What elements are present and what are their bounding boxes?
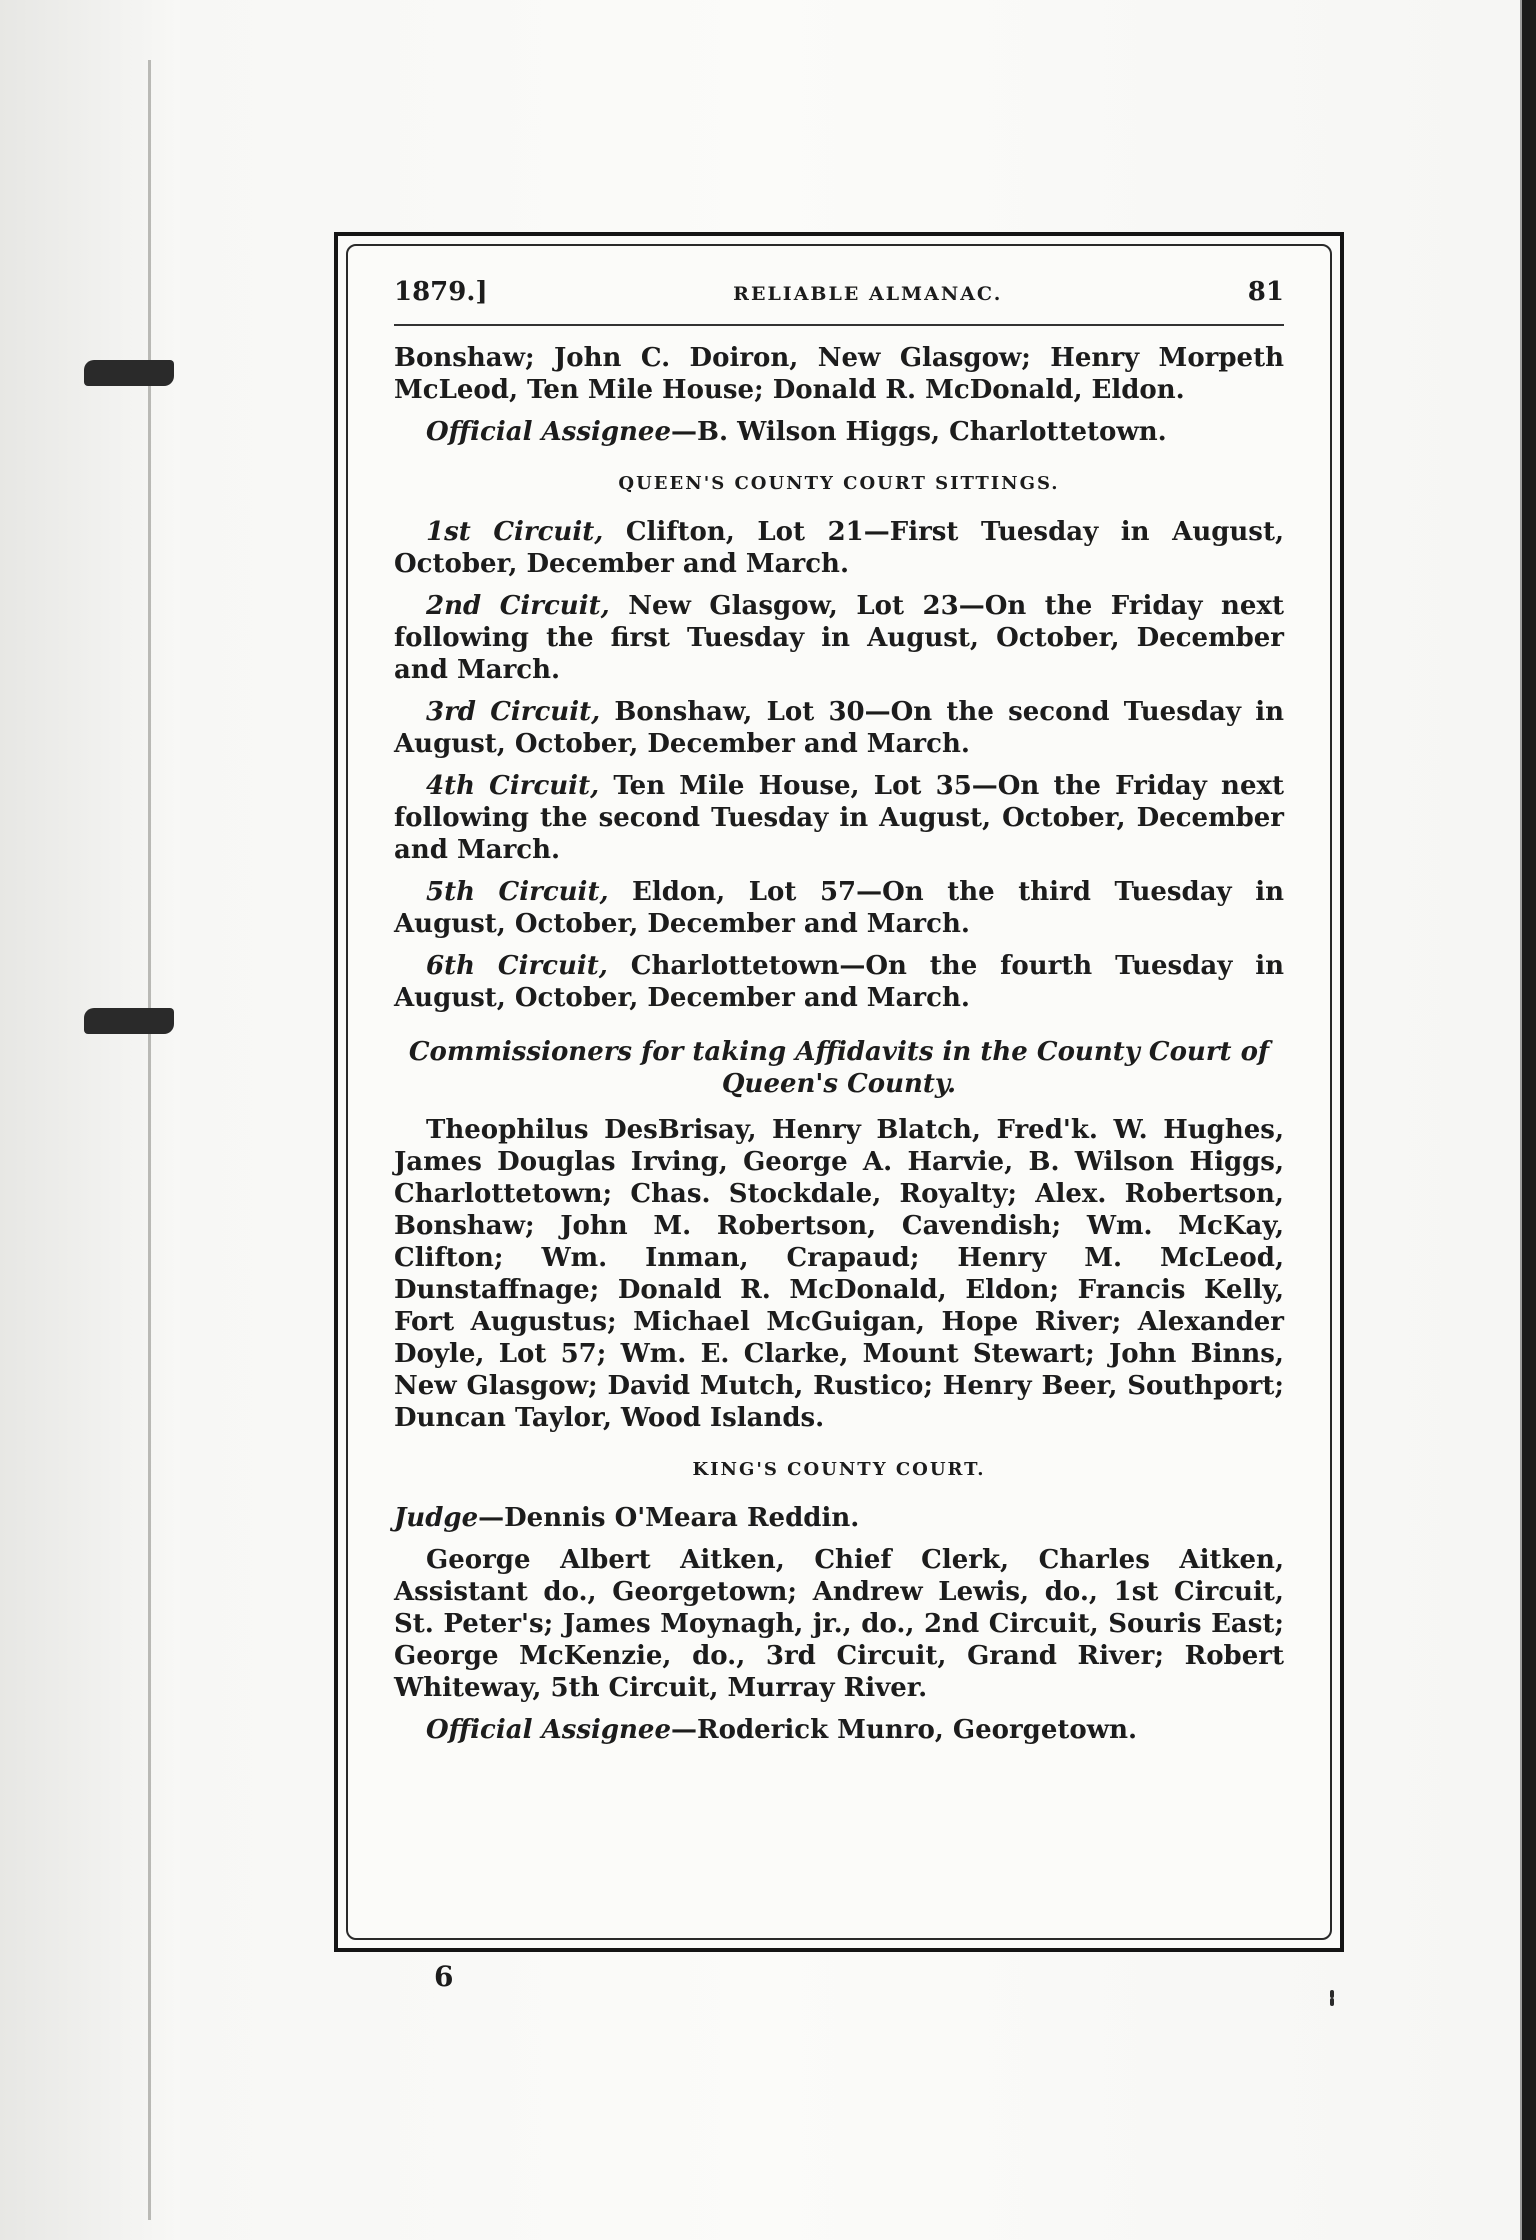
ink-speck — [1330, 1998, 1334, 2006]
circuit-label: 6th Circuit, — [426, 951, 608, 981]
header-title: RELIABLE ALMANAC. — [733, 283, 1003, 305]
circuit-text: Eldon, Lot 57—On the third Tuesday in August, October, December and March. — [394, 877, 1284, 939]
judge-label: Judge — [394, 1503, 479, 1533]
kings-court-heading: KING'S COUNTY COURT. — [692, 1459, 986, 1480]
header-rule — [394, 324, 1284, 326]
circuit-paragraph — [394, 876, 1284, 940]
circuit-label: 5th Circuit, — [426, 877, 609, 907]
circuit-paragraph — [394, 950, 1284, 1014]
circuit-label: 4th Circuit, — [426, 771, 600, 801]
circuit-paragraph — [394, 770, 1284, 866]
circuit-text: Clifton, Lot 21—First Tuesday in August, October, December and March. — [394, 517, 1285, 579]
kings-assignee-text: —Roderick Munro, Georgetown. — [671, 1715, 1138, 1745]
circuit-label: 2nd Circuit, — [426, 591, 610, 621]
continuation-paragraph: Bonshaw; John C. Doiron, New Glasgow; Henry Morpeth McLeod, Ten Mile House; Donald R. McDonald, Eldon. — [394, 343, 1284, 405]
circuit-text: Charlottetown—On the fourth Tuesday in August, October, December and March. — [394, 951, 1284, 1013]
circuit-paragraph — [394, 590, 1284, 686]
kings-assignee-paragraph — [394, 1714, 1284, 1746]
circuit-label: 3rd Circuit, — [426, 697, 601, 727]
circuit-text: Bonshaw, Lot 30—On the second Tuesday in August, October, December and March. — [394, 697, 1284, 759]
circuit-text: Ten Mile House, Lot 35—On the Friday next following the second Tuesday in August, October, December and March. — [394, 771, 1284, 865]
running-header — [394, 276, 1284, 310]
almanac-page-frame — [334, 232, 1344, 1952]
header-year: 1879.] — [394, 277, 488, 307]
circuit-text: New Glasgow, Lot 23—On the Friday next following the first Tuesday in August, October, December and March. — [394, 591, 1284, 685]
official-assignee-text: —B. Wilson Higgs, Charlottetown. — [671, 417, 1167, 447]
header-page-number: 81 — [1247, 277, 1284, 307]
judge-text: —Dennis O'Meara Reddin. — [478, 1503, 860, 1533]
footer-page-number: 6 — [434, 1960, 454, 1993]
judge-paragraph — [394, 1502, 1284, 1534]
circuit-paragraph — [394, 696, 1284, 760]
commissioners-paragraph: Theophilus DesBrisay, Henry Blatch, Fred'k. W. Hughes, James Douglas Irving, George A. Harvie, B. Wilson Higgs, Charlottetown; Chas. Stockdale, Royalty; Alex. Robertson, Bonshaw; John M. Robertson, Cavendish; Wm. McKay, Clifton; Wm. Inman, Crapaud; Henry M. McLeod, Dunstaffnage; Donald R. McDonald, Eldon; Francis Kelly, Fort Augustus; Michael McGuigan, Hope River; Alexander Doyle, Lot 57; Wm. E. Clarke, Mount Stewart; John Binns, New Glasgow; David Mutch, Rustico; Henry Beer, Southport; Duncan Taylor, Wood Islands. — [394, 1115, 1284, 1433]
kings-assignee-label: Official Assignee — [426, 1715, 672, 1745]
commissioners-heading: Commissioners for taking Affidavits in the County Court of Queen's County. — [408, 1037, 1270, 1099]
ink-speck — [1330, 1990, 1334, 1998]
circuit-paragraph — [394, 516, 1284, 580]
official-assignee-label: Official Assignee — [426, 417, 672, 447]
binding-staple-top — [84, 360, 174, 386]
book-binding-edge — [0, 0, 180, 2240]
almanac-content — [394, 276, 1284, 1756]
kings-clerks-paragraph: George Albert Aitken, Chief Clerk, Charles Aitken, Assistant do., Georgetown; Andrew Lewis, do., 1st Circuit, St. Peter's; James Moynagh, jr., do., 2nd Circuit, Souris East; George McKenzie, do., 3rd Circuit, Grand River; Robert Whiteway, 5th Circuit, Murray River. — [394, 1545, 1284, 1703]
circuit-label: 1st Circuit, — [426, 517, 604, 547]
official-assignee-paragraph — [394, 416, 1284, 448]
binding-staple-bottom — [84, 1008, 174, 1034]
queens-court-heading: QUEEN'S COUNTY COURT SITTINGS. — [618, 473, 1060, 494]
